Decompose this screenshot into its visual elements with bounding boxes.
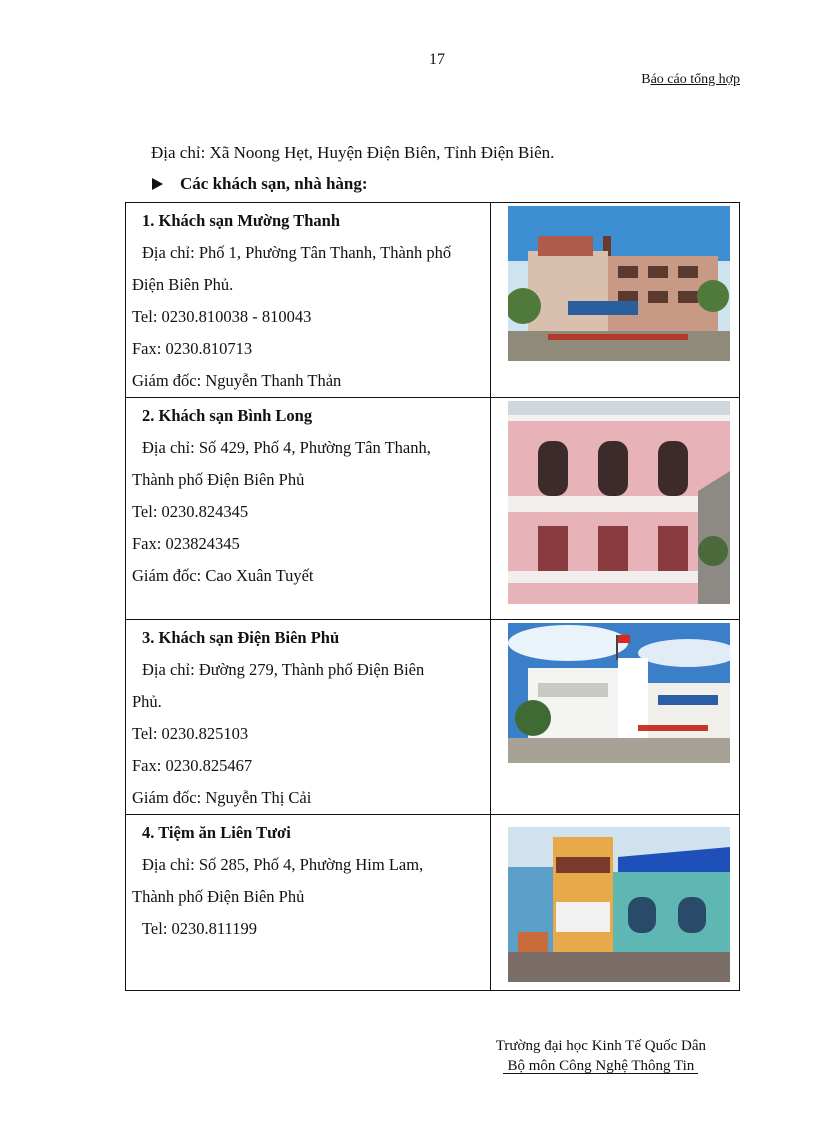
hotel-title: 4. Tiệm ăn Liên Tươi	[142, 823, 291, 842]
table-row	[126, 815, 740, 991]
hotel-photo-cell	[491, 815, 740, 991]
hotel-photo	[508, 827, 730, 982]
hotel-info-cell: 2. Khách sạn Bình Long Địa chỉ: Số 429, Phố 4, Phường Tân Thanh, Thành phố Điện Biên Phủ Tel: 0230.824345 Fax: 023824345 Giám đốc: Cao Xuân Tuyết	[126, 398, 491, 620]
hotel-info-cell: 1. Khách sạn Mường Thanh Địa chỉ: Phố 1, Phường Tân Thanh, Thành phố Điện Biên Phủ. Tel: 0230.810038 - 810043 Fax: 0230.810713 Giám đốc: Nguyễn Thanh Thản	[126, 203, 491, 398]
page-number: 17	[429, 51, 445, 68]
hotel-title: 3. Khách sạn Điện Biên Phủ	[142, 628, 340, 647]
hotel-photo-cell	[491, 203, 740, 398]
footer-department: Bộ môn Công Nghệ Thông Tin	[496, 1056, 706, 1076]
hotel-photo	[508, 206, 730, 361]
section-heading: Các khách sạn, nhà hàng:	[152, 174, 368, 194]
hotel-info-cell: 4. Tiệm ăn Liên Tươi Địa chỉ: Số 285, Phố 4, Phường Him Lam, Thành phố Điện Biên Phủ Tel: 0230.811199	[126, 815, 491, 991]
hotel-photo	[508, 401, 730, 604]
footer	[496, 1036, 706, 1076]
arrow-bullet-icon	[152, 178, 163, 190]
address-line: Địa chỉ: Xã Noong Hẹt, Huyện Điện Biên, Tỉnh Điện Biên.	[151, 143, 555, 162]
footer-university: Trường đại học Kinh Tế Quốc Dân	[495, 1038, 706, 1054]
hotel-table	[125, 202, 740, 991]
hotel-info-cell: 3. Khách sạn Điện Biên Phủ Địa chỉ: Đường 279, Thành phố Điện Biên Phủ. Tel: 0230.825103 Fax: 0230.825467 Giám đốc: Nguyễn Thị Cải	[126, 620, 491, 815]
hotel-photo-cell	[491, 398, 740, 620]
report-header: Báo cáo tổng hợp	[641, 72, 740, 87]
table-row	[126, 398, 740, 620]
hotel-title: 1. Khách sạn Mường Thanh	[142, 211, 341, 230]
hotel-photo	[508, 623, 730, 763]
hotel-title: 2. Khách sạn Bình Long	[142, 406, 313, 425]
hotel-photo-cell	[491, 620, 740, 815]
table-row	[126, 203, 740, 398]
table-row	[126, 620, 740, 815]
